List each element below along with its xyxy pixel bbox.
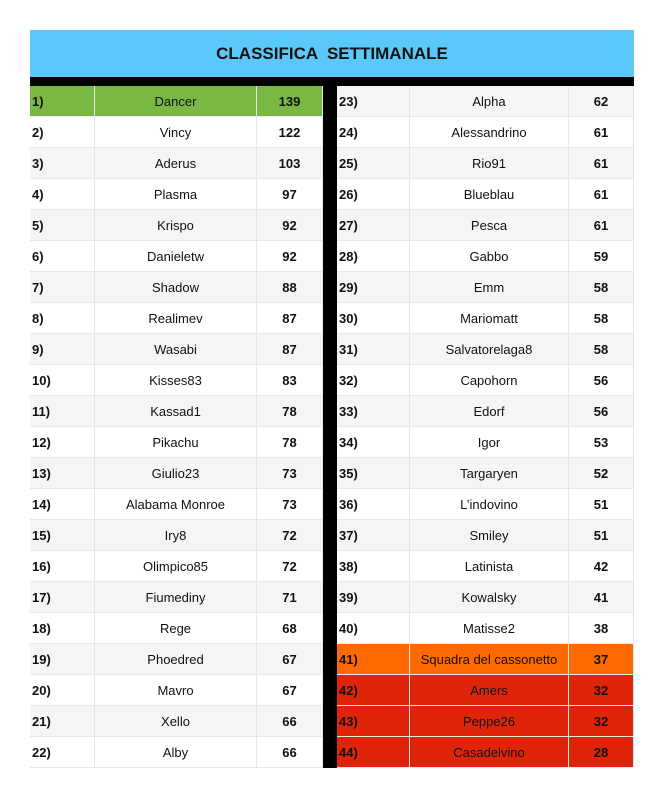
points-cell: 78 bbox=[257, 396, 323, 427]
points-cell: 61 bbox=[569, 179, 634, 210]
table-row bbox=[337, 396, 634, 427]
table-row bbox=[30, 613, 323, 644]
rank-cell: 1) bbox=[30, 86, 95, 117]
rank-cell: 37) bbox=[337, 520, 410, 551]
table-row bbox=[30, 179, 323, 210]
name-cell: Alby bbox=[95, 737, 257, 768]
points-cell: 52 bbox=[569, 458, 634, 489]
rank-cell: 27) bbox=[337, 210, 410, 241]
points-cell: 42 bbox=[569, 551, 634, 582]
points-cell: 72 bbox=[257, 551, 323, 582]
name-cell: Kowalsky bbox=[410, 582, 569, 613]
name-cell: Casadelvino bbox=[410, 737, 569, 768]
rank-cell: 12) bbox=[30, 427, 95, 458]
table-row bbox=[337, 303, 634, 334]
name-cell: Kassad1 bbox=[95, 396, 257, 427]
rank-cell: 8) bbox=[30, 303, 95, 334]
table-row bbox=[337, 148, 634, 179]
name-cell: Dancer bbox=[95, 86, 257, 117]
table-row bbox=[30, 210, 323, 241]
rank-cell: 4) bbox=[30, 179, 95, 210]
points-cell: 62 bbox=[569, 86, 634, 117]
name-cell: Plasma bbox=[95, 179, 257, 210]
points-cell: 56 bbox=[569, 396, 634, 427]
rank-cell: 31) bbox=[337, 334, 410, 365]
table-row bbox=[337, 427, 634, 458]
points-cell: 32 bbox=[569, 706, 634, 737]
name-cell: Igor bbox=[410, 427, 569, 458]
name-cell: Peppe26 bbox=[410, 706, 569, 737]
name-cell: Phoedred bbox=[95, 644, 257, 675]
points-cell: 61 bbox=[569, 148, 634, 179]
table-row bbox=[337, 644, 634, 675]
rank-cell: 11) bbox=[30, 396, 95, 427]
name-cell: Latinista bbox=[410, 551, 569, 582]
name-cell: Fiumediny bbox=[95, 582, 257, 613]
name-cell: Vincy bbox=[95, 117, 257, 148]
name-cell: L’indovino bbox=[410, 489, 569, 520]
rank-cell: 39) bbox=[337, 582, 410, 613]
name-cell: Gabbo bbox=[410, 241, 569, 272]
name-cell: Matisse2 bbox=[410, 613, 569, 644]
rank-cell: 23) bbox=[337, 86, 410, 117]
rank-cell: 5) bbox=[30, 210, 95, 241]
rank-cell: 21) bbox=[30, 706, 95, 737]
name-cell: Krispo bbox=[95, 210, 257, 241]
points-cell: 67 bbox=[257, 675, 323, 706]
table-row bbox=[337, 675, 634, 706]
rank-cell: 16) bbox=[30, 551, 95, 582]
table-row bbox=[337, 737, 634, 768]
table-row bbox=[30, 582, 323, 613]
rank-cell: 18) bbox=[30, 613, 95, 644]
page-title: CLASSIFICA SETTIMANALE bbox=[30, 30, 634, 77]
name-cell: Danieletw bbox=[95, 241, 257, 272]
points-cell: 66 bbox=[257, 737, 323, 768]
rank-cell: 22) bbox=[30, 737, 95, 768]
table-row bbox=[30, 644, 323, 675]
points-cell: 28 bbox=[569, 737, 634, 768]
table-row bbox=[337, 334, 634, 365]
rank-cell: 38) bbox=[337, 551, 410, 582]
points-cell: 72 bbox=[257, 520, 323, 551]
points-cell: 59 bbox=[569, 241, 634, 272]
table-row bbox=[30, 86, 323, 117]
rank-cell: 24) bbox=[337, 117, 410, 148]
points-cell: 37 bbox=[569, 644, 634, 675]
rank-cell: 10) bbox=[30, 365, 95, 396]
points-cell: 61 bbox=[569, 210, 634, 241]
column-separator bbox=[323, 86, 337, 768]
points-cell: 103 bbox=[257, 148, 323, 179]
points-cell: 67 bbox=[257, 644, 323, 675]
table-row bbox=[30, 458, 323, 489]
points-cell: 83 bbox=[257, 365, 323, 396]
table-row bbox=[337, 272, 634, 303]
table-row bbox=[30, 489, 323, 520]
rank-cell: 17) bbox=[30, 582, 95, 613]
rank-cell: 42) bbox=[337, 675, 410, 706]
name-cell: Mavro bbox=[95, 675, 257, 706]
table-row bbox=[337, 613, 634, 644]
points-cell: 61 bbox=[569, 117, 634, 148]
points-cell: 53 bbox=[569, 427, 634, 458]
points-cell: 139 bbox=[257, 86, 323, 117]
table-row bbox=[337, 179, 634, 210]
points-cell: 87 bbox=[257, 303, 323, 334]
rank-cell: 28) bbox=[337, 241, 410, 272]
name-cell: Realimev bbox=[95, 303, 257, 334]
points-cell: 71 bbox=[257, 582, 323, 613]
table-row bbox=[30, 737, 323, 768]
points-cell: 38 bbox=[569, 613, 634, 644]
table-row bbox=[337, 706, 634, 737]
table-row bbox=[30, 272, 323, 303]
points-cell: 88 bbox=[257, 272, 323, 303]
points-cell: 58 bbox=[569, 303, 634, 334]
name-cell: Kisses83 bbox=[95, 365, 257, 396]
rank-cell: 14) bbox=[30, 489, 95, 520]
points-cell: 41 bbox=[569, 582, 634, 613]
name-cell: Emm bbox=[410, 272, 569, 303]
table-row bbox=[337, 458, 634, 489]
rank-cell: 9) bbox=[30, 334, 95, 365]
rank-cell: 15) bbox=[30, 520, 95, 551]
points-cell: 122 bbox=[257, 117, 323, 148]
table-row bbox=[30, 334, 323, 365]
points-cell: 92 bbox=[257, 241, 323, 272]
table-row bbox=[30, 365, 323, 396]
table-row bbox=[337, 520, 634, 551]
points-cell: 66 bbox=[257, 706, 323, 737]
points-cell: 78 bbox=[257, 427, 323, 458]
points-cell: 58 bbox=[569, 334, 634, 365]
header-divider bbox=[30, 77, 634, 86]
rank-cell: 44) bbox=[337, 737, 410, 768]
rank-cell: 32) bbox=[337, 365, 410, 396]
points-cell: 32 bbox=[569, 675, 634, 706]
rank-cell: 6) bbox=[30, 241, 95, 272]
points-cell: 51 bbox=[569, 489, 634, 520]
name-cell: Alabama Monroe bbox=[95, 489, 257, 520]
table-row bbox=[30, 706, 323, 737]
points-cell: 68 bbox=[257, 613, 323, 644]
name-cell: Pesca bbox=[410, 210, 569, 241]
rank-cell: 13) bbox=[30, 458, 95, 489]
table-row bbox=[30, 520, 323, 551]
rank-cell: 3) bbox=[30, 148, 95, 179]
rank-cell: 35) bbox=[337, 458, 410, 489]
table-row bbox=[30, 396, 323, 427]
table-row bbox=[337, 86, 634, 117]
name-cell: Alpha bbox=[410, 86, 569, 117]
table-row bbox=[337, 489, 634, 520]
name-cell: Amers bbox=[410, 675, 569, 706]
rank-cell: 19) bbox=[30, 644, 95, 675]
table-row bbox=[30, 241, 323, 272]
table-row bbox=[337, 210, 634, 241]
rank-cell: 34) bbox=[337, 427, 410, 458]
rank-cell: 40) bbox=[337, 613, 410, 644]
name-cell: Giulio23 bbox=[95, 458, 257, 489]
name-cell: Wasabi bbox=[95, 334, 257, 365]
rank-cell: 36) bbox=[337, 489, 410, 520]
name-cell: Aderus bbox=[95, 148, 257, 179]
name-cell: Shadow bbox=[95, 272, 257, 303]
rank-cell: 30) bbox=[337, 303, 410, 334]
table-row bbox=[30, 303, 323, 334]
name-cell: Capohorn bbox=[410, 365, 569, 396]
rank-cell: 33) bbox=[337, 396, 410, 427]
name-cell: Edorf bbox=[410, 396, 569, 427]
rank-cell: 7) bbox=[30, 272, 95, 303]
table-row bbox=[30, 117, 323, 148]
name-cell: Iry8 bbox=[95, 520, 257, 551]
points-cell: 73 bbox=[257, 489, 323, 520]
points-cell: 92 bbox=[257, 210, 323, 241]
points-cell: 51 bbox=[569, 520, 634, 551]
table-row bbox=[30, 427, 323, 458]
name-cell: Rio91 bbox=[410, 148, 569, 179]
points-cell: 58 bbox=[569, 272, 634, 303]
rank-cell: 41) bbox=[337, 644, 410, 675]
name-cell: Xello bbox=[95, 706, 257, 737]
name-cell: Targaryen bbox=[410, 458, 569, 489]
rank-cell: 43) bbox=[337, 706, 410, 737]
rank-cell: 29) bbox=[337, 272, 410, 303]
rank-cell: 20) bbox=[30, 675, 95, 706]
name-cell: Pikachu bbox=[95, 427, 257, 458]
points-cell: 97 bbox=[257, 179, 323, 210]
table-row bbox=[337, 551, 634, 582]
name-cell: Smiley bbox=[410, 520, 569, 551]
name-cell: Alessandrino bbox=[410, 117, 569, 148]
table-row bbox=[30, 551, 323, 582]
table-row bbox=[337, 582, 634, 613]
table-row bbox=[30, 148, 323, 179]
table-row bbox=[337, 241, 634, 272]
ranking-table-left bbox=[30, 86, 323, 768]
points-cell: 56 bbox=[569, 365, 634, 396]
rank-cell: 2) bbox=[30, 117, 95, 148]
rank-cell: 26) bbox=[337, 179, 410, 210]
name-cell: Mariomatt bbox=[410, 303, 569, 334]
table-row bbox=[30, 675, 323, 706]
table-row bbox=[337, 117, 634, 148]
name-cell: Salvatorelaga8 bbox=[410, 334, 569, 365]
points-cell: 87 bbox=[257, 334, 323, 365]
name-cell: Olimpico85 bbox=[95, 551, 257, 582]
points-cell: 73 bbox=[257, 458, 323, 489]
name-cell: Rege bbox=[95, 613, 257, 644]
ranking-table-right bbox=[337, 86, 634, 768]
name-cell: Squadra del cassonetto bbox=[410, 644, 569, 675]
rank-cell: 25) bbox=[337, 148, 410, 179]
name-cell: Blueblau bbox=[410, 179, 569, 210]
table-row bbox=[337, 365, 634, 396]
